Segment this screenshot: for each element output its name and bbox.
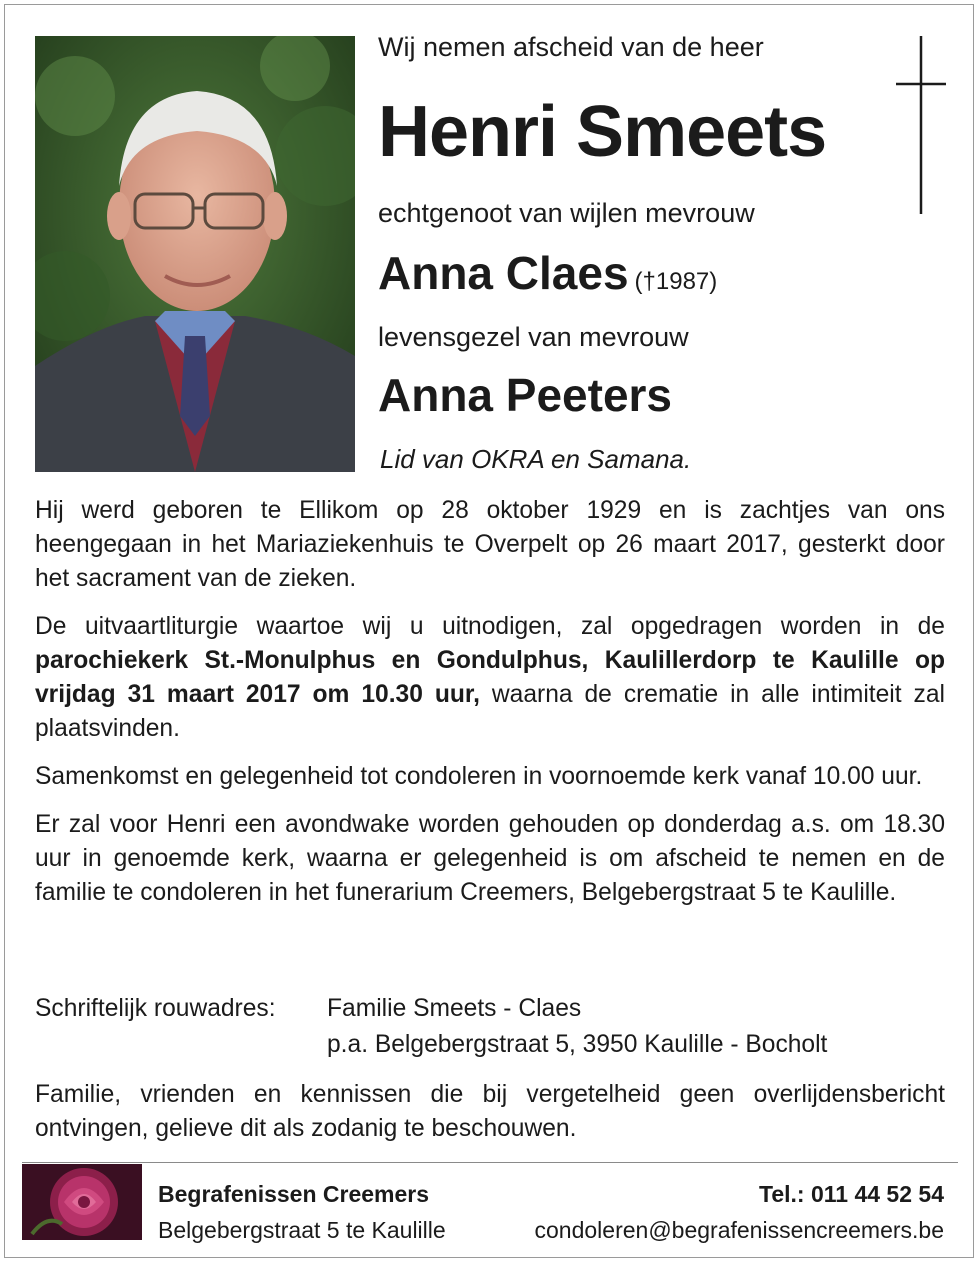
funeral-location: parochiekerk St.-Monulphus en Gondulphus, Kaulillerdorp te Kaulille op vrijdag 31 maart 2017 om 10.30 uur, (35, 647, 945, 708)
address-family: Familie Smeets - Claes (327, 995, 582, 1022)
spouse-name-line (378, 247, 718, 299)
wake-paragraph: Er zal voor Henri een avondwake worden gehouden op donderdag a.s. om 18.30 uur in genoemde kerk, waarna er gelegenheid is om afscheid te nemen en de familie te condoleren in het funerarium Creemers, Belgebergstraat 5 te Kaulille. (35, 811, 945, 906)
deceased-name: Henri Smeets (378, 92, 827, 172)
gathering-paragraph: Samenkomst en gelegenheid tot condoleren in voornoemde kerk vanaf 10.00 uur. (35, 763, 923, 790)
funeral-text-end: waarna de crematie in alle intimiteit zal plaatsvinden. (35, 681, 945, 742)
contact-info (535, 1176, 944, 1248)
spouse-intro: echtgenoot van wijlen mevrouw (378, 198, 755, 228)
partner-name: Anna Peeters (378, 369, 673, 421)
funeral-home-info (158, 1176, 446, 1248)
partner-intro: levensgezel van mevrouw (378, 322, 689, 352)
address-label: Schriftelijk rouwadres: (35, 995, 276, 1022)
email-address[interactable]: condoleren@begrafenissencreemers.be (534, 1217, 944, 1243)
funeral-text-start: De uitvaartliturgie waartoe wij u uitnodigen, zal opgedragen worden in de (35, 613, 945, 640)
notice-body (35, 494, 945, 924)
address-street: p.a. Belgebergstraat 5, 3950 Kaulille - Bocholt (327, 1031, 828, 1058)
portrait-photo (35, 36, 355, 472)
funeral-paragraph (35, 610, 945, 746)
intro-line: Wij nemen afscheid van de heer (378, 32, 764, 62)
closing-paragraph: Familie, vrienden en kennissen die bij vergetelheid geen overlijdensbericht ontvingen, gelieve dit als zodanig te beschouwen. (35, 1081, 945, 1142)
spouse-name: Anna Claes (378, 247, 629, 299)
cross-icon (896, 36, 946, 216)
birth-paragraph: Hij werd geboren te Ellikom op 28 oktober 1929 en is zachtjes van ons heengegaan in het Mariaziekenhuis te Overpelt op 26 maart 2017, gesterkt door het sacrament van de zieken. (35, 497, 945, 592)
membership-line: Lid van OKRA en Samana. (380, 444, 692, 474)
spouse-death-year: (†1987) (634, 268, 718, 295)
company-name: Begrafenissen Creemers (158, 1181, 430, 1207)
footer-divider (22, 1162, 958, 1163)
company-address: Belgebergstraat 5 te Kaulille (158, 1217, 446, 1243)
phone-number[interactable]: Tel.: 011 44 52 54 (759, 1181, 944, 1207)
rose-icon (22, 1164, 142, 1240)
